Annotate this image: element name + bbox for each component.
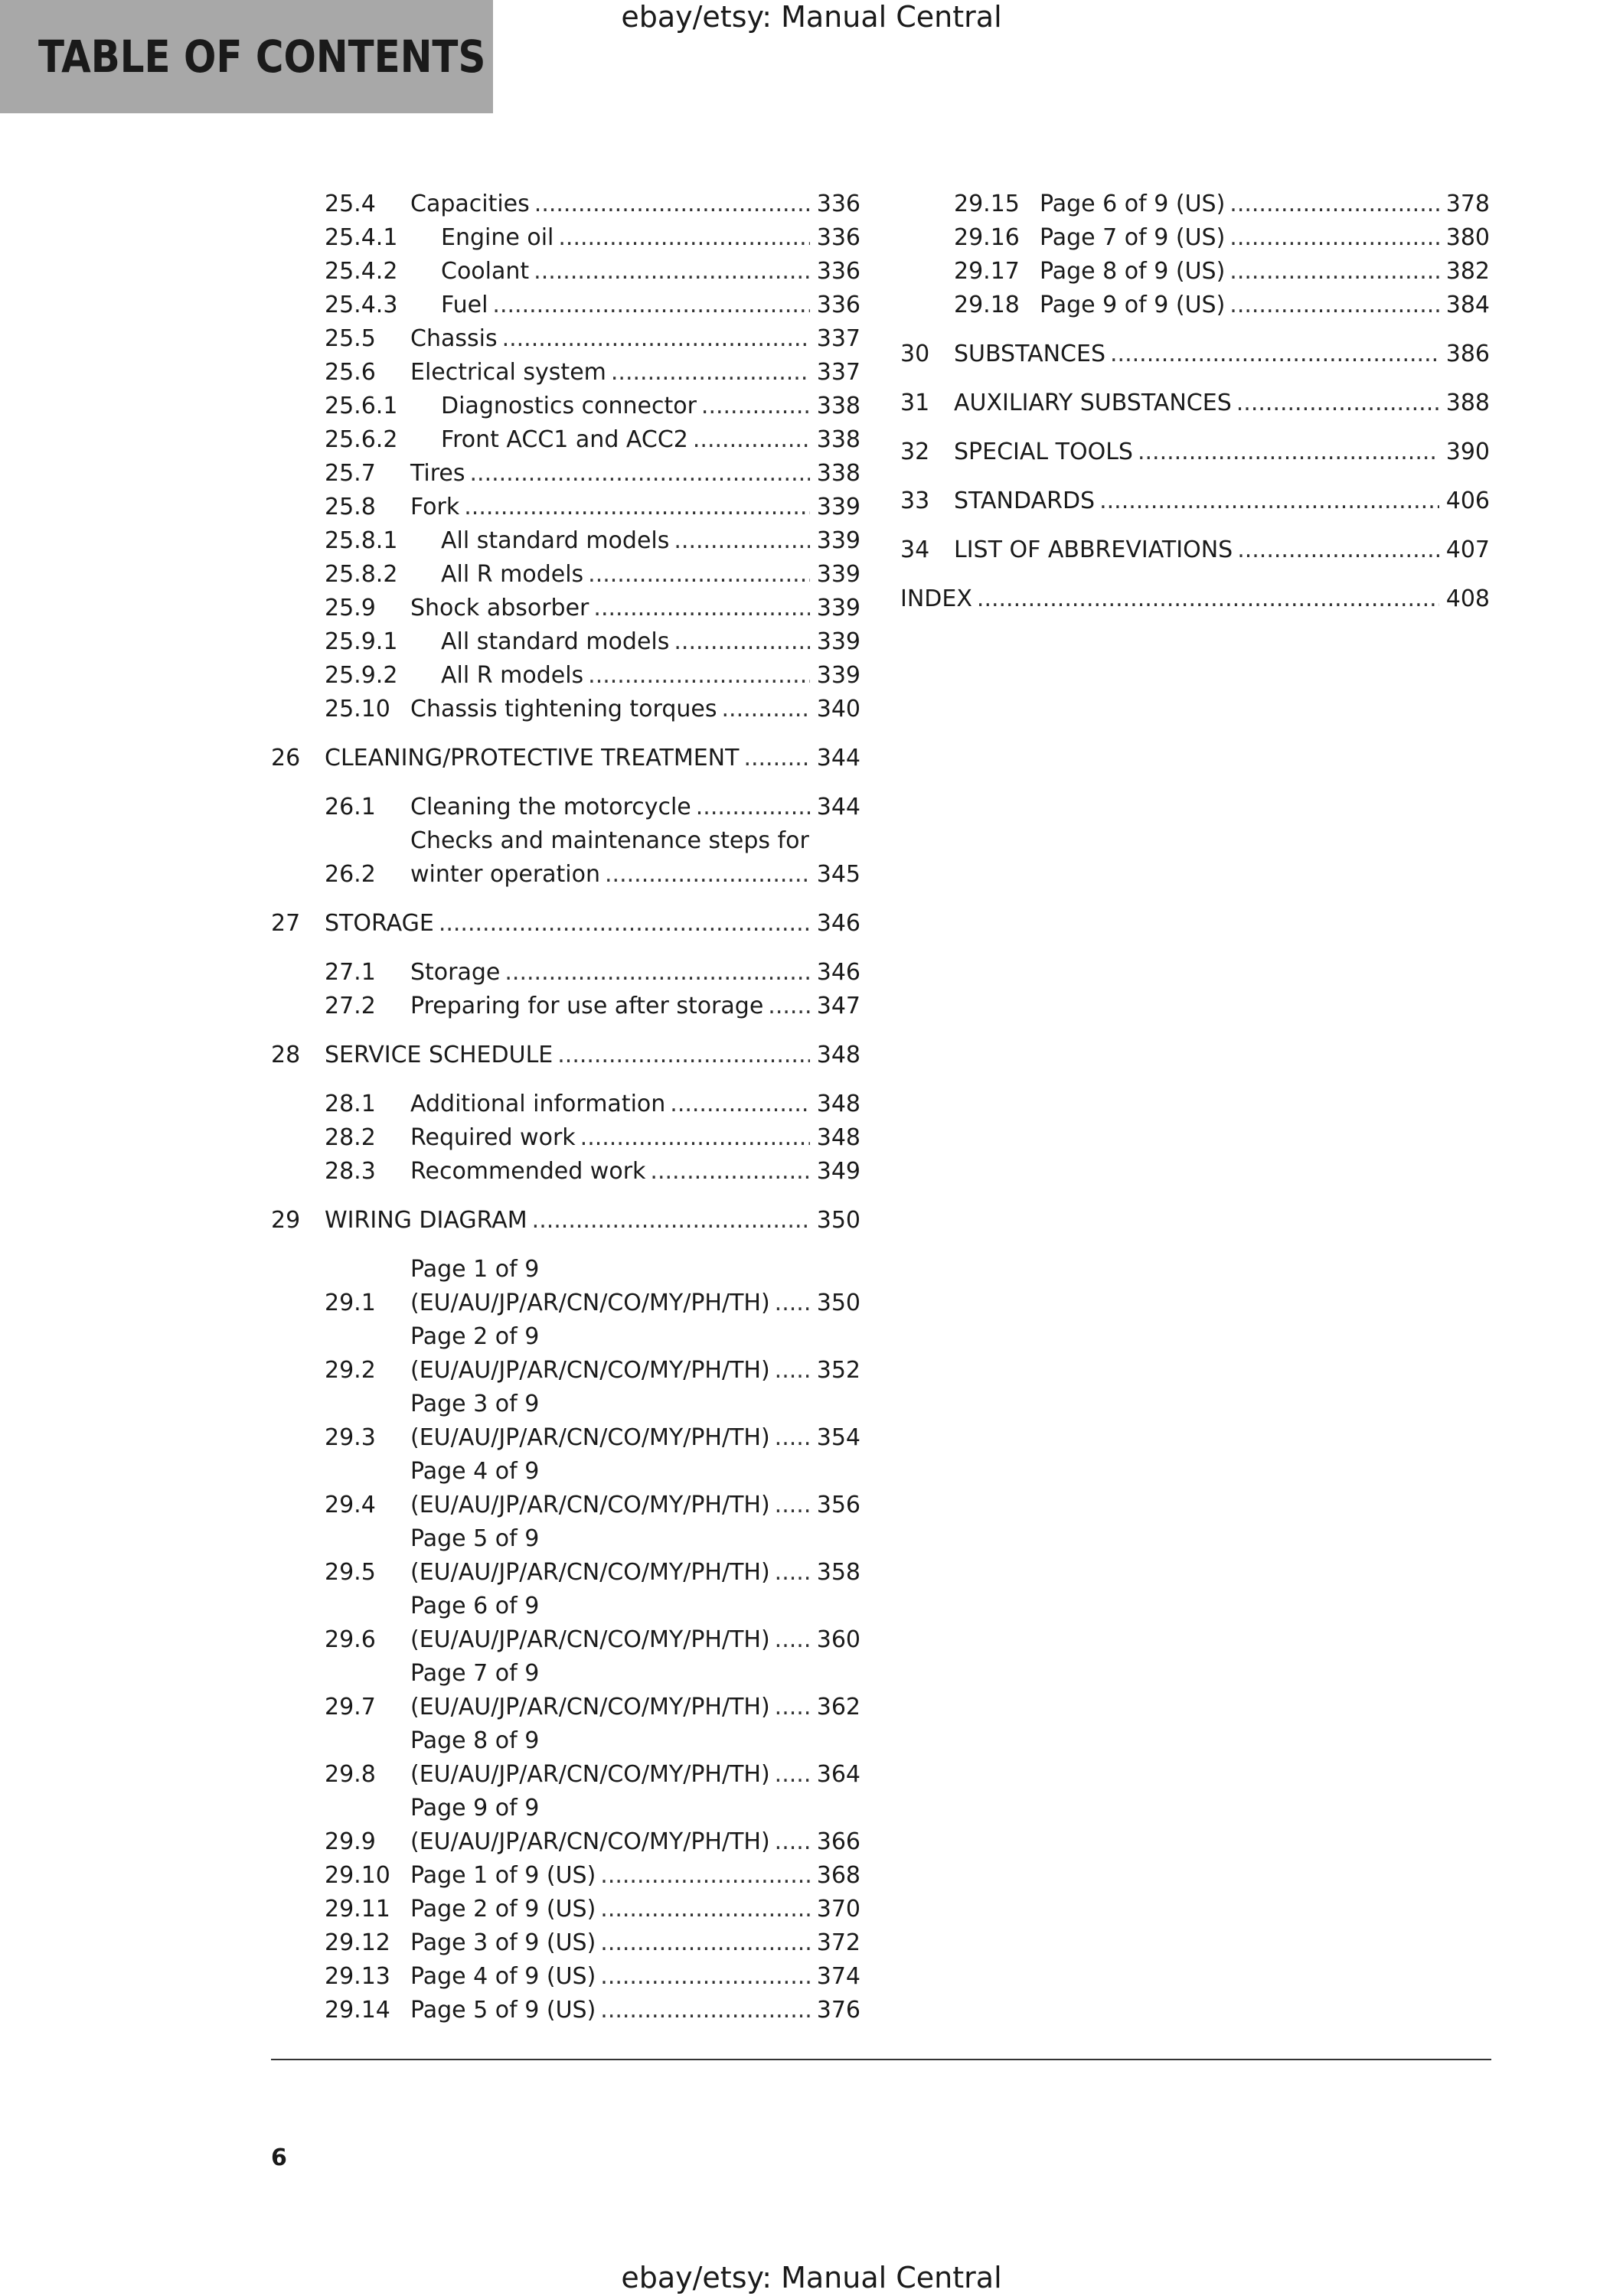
toc-entry-page: 337 bbox=[816, 359, 860, 386]
toc-entry-page: 338 bbox=[816, 460, 860, 487]
toc-entry-number: 31 bbox=[900, 390, 930, 416]
toc-entry-number: 29.2 bbox=[325, 1357, 376, 1384]
toc-entry-title: Tires bbox=[410, 460, 465, 487]
toc-entry-title: Fork bbox=[410, 494, 460, 520]
toc-entry-number: 27.1 bbox=[325, 959, 376, 986]
toc-entry[interactable] bbox=[271, 423, 860, 457]
toc-entry[interactable] bbox=[271, 1522, 860, 1590]
toc-leader-dots bbox=[775, 1691, 810, 1724]
toc-column-left bbox=[271, 188, 860, 2027]
toc-leader-dots bbox=[650, 1155, 810, 1189]
toc-entry[interactable] bbox=[271, 659, 860, 693]
toc-entry-title-first-line: Page 5 of 9 bbox=[410, 1525, 540, 1552]
toc-entry-page: 356 bbox=[816, 1492, 860, 1518]
toc-entry-title: (EU/AU/JP/AR/CN/CO/MY/PH/TH) bbox=[410, 1761, 770, 1788]
toc-entry-page: 339 bbox=[816, 595, 860, 621]
toc-entry[interactable] bbox=[271, 1155, 860, 1189]
toc-entry[interactable] bbox=[271, 221, 860, 255]
toc-leader-dots bbox=[722, 693, 811, 726]
toc-entry-title: SERVICE SCHEDULE bbox=[325, 1042, 554, 1068]
toc-entry-number: 32 bbox=[900, 439, 930, 465]
toc-leader-dots bbox=[464, 491, 810, 524]
toc-entry-number: 29.8 bbox=[325, 1761, 376, 1788]
toc-entry-page: 337 bbox=[816, 325, 860, 352]
toc-entry-page: 390 bbox=[1445, 439, 1490, 465]
toc-leader-dots bbox=[492, 289, 810, 322]
toc-entry-page: 338 bbox=[816, 393, 860, 419]
toc-entry-page: 344 bbox=[816, 794, 860, 820]
toc-entry-number: 30 bbox=[900, 341, 930, 367]
toc-entry-title: Front ACC1 and ACC2 bbox=[441, 426, 688, 453]
toc-entry-page: 407 bbox=[1445, 536, 1490, 563]
toc-entry[interactable] bbox=[900, 386, 1490, 420]
toc-entry-page: 382 bbox=[1445, 258, 1490, 285]
toc-entry[interactable] bbox=[271, 1590, 860, 1657]
toc-entry-title: SUBSTANCES bbox=[954, 341, 1106, 367]
toc-entry-number: 29.14 bbox=[325, 1997, 390, 2024]
toc-leader-dots bbox=[593, 592, 810, 625]
toc-entry-number: 26.2 bbox=[325, 861, 376, 888]
toc-entry-number: 29.6 bbox=[325, 1626, 376, 1653]
toc-entry-number: 25.9.2 bbox=[325, 662, 398, 689]
toc-leader-dots bbox=[558, 221, 810, 255]
toc-entry-title-first-line: Page 1 of 9 bbox=[410, 1256, 540, 1283]
toc-leader-dots bbox=[605, 858, 810, 892]
toc-entry-title: Diagnostics connector bbox=[441, 393, 697, 419]
toc-entry-title: AUXILIARY SUBSTANCES bbox=[954, 390, 1232, 416]
toc-leader-dots bbox=[1138, 435, 1439, 469]
toc-entry-number: 27.2 bbox=[325, 993, 376, 1019]
toc-entry-title: INDEX bbox=[900, 585, 972, 612]
toc-leader-dots bbox=[534, 188, 810, 221]
toc-entry[interactable] bbox=[900, 221, 1490, 255]
toc-leader-dots bbox=[502, 322, 810, 356]
toc-leader-dots bbox=[470, 457, 811, 491]
toc-entry-number: 34 bbox=[900, 536, 930, 563]
toc-entry-page: 339 bbox=[816, 662, 860, 689]
toc-entry[interactable] bbox=[271, 1893, 860, 1926]
toc-entry-number: 29.10 bbox=[325, 1862, 390, 1889]
toc-entry-number: 25.6 bbox=[325, 359, 376, 386]
toc-entry-number: 25.8 bbox=[325, 494, 376, 520]
toc-entry-title: Storage bbox=[410, 959, 501, 986]
toc-column-right bbox=[900, 188, 1490, 616]
toc-entry-title: Shock absorber bbox=[410, 595, 589, 621]
toc-entry[interactable] bbox=[271, 1859, 860, 1893]
toc-leader-dots bbox=[775, 1287, 810, 1320]
toc-entry[interactable] bbox=[271, 1253, 860, 1320]
toc-entry[interactable] bbox=[271, 322, 860, 356]
toc-entry-page: 344 bbox=[816, 745, 860, 771]
toc-entry-page: 336 bbox=[816, 191, 860, 217]
toc-leader-dots bbox=[1237, 533, 1439, 567]
toc-entry-title: WIRING DIAGRAM bbox=[325, 1207, 527, 1234]
footer-divider bbox=[271, 2059, 1491, 2060]
toc-entry[interactable] bbox=[271, 990, 860, 1023]
toc-entry-number: 29.9 bbox=[325, 1828, 376, 1855]
toc-entry-number: 28 bbox=[271, 1042, 301, 1068]
toc-entry-title: All standard models bbox=[441, 527, 670, 554]
watermark-top: ebay/etsy: Manual Central bbox=[621, 0, 1002, 34]
toc-entry-title: CLEANING/PROTECTIVE TREATMENT bbox=[325, 745, 740, 771]
toc-entry-number: 25.10 bbox=[325, 696, 390, 722]
toc-entry-number: 29.12 bbox=[325, 1929, 390, 1956]
toc-entry-title: Chassis bbox=[410, 325, 498, 352]
toc-leader-dots bbox=[670, 1088, 810, 1121]
toc-leader-dots bbox=[588, 558, 810, 592]
toc-entry[interactable] bbox=[900, 338, 1490, 371]
toc-entry[interactable] bbox=[271, 1455, 860, 1522]
toc-entry-title: Page 1 of 9 (US) bbox=[410, 1862, 596, 1889]
toc-leader-dots bbox=[1110, 338, 1439, 371]
toc-entry-title: SPECIAL TOOLS bbox=[954, 439, 1133, 465]
toc-entry-number: 26.1 bbox=[325, 794, 376, 820]
toc-entry-title: Page 7 of 9 (US) bbox=[1040, 224, 1226, 251]
toc-entry-title-first-line: Page 9 of 9 bbox=[410, 1795, 540, 1821]
toc-entry-number: 25.4.1 bbox=[325, 224, 398, 251]
toc-entry-title: Additional information bbox=[410, 1091, 666, 1117]
toc-entry-number: 29.1 bbox=[325, 1290, 376, 1316]
toc-entry-page: 376 bbox=[816, 1997, 860, 2024]
toc-leader-dots bbox=[1229, 289, 1439, 322]
toc-entry-number: 29 bbox=[271, 1207, 301, 1234]
toc-entry-page: 354 bbox=[816, 1424, 860, 1451]
toc-entry-title: (EU/AU/JP/AR/CN/CO/MY/PH/TH) bbox=[410, 1694, 770, 1720]
toc-entry[interactable] bbox=[271, 956, 860, 990]
toc-entry[interactable] bbox=[900, 484, 1490, 518]
toc-entry-title: STORAGE bbox=[325, 910, 434, 937]
toc-entry-page: 384 bbox=[1445, 292, 1490, 318]
toc-entry-page: 352 bbox=[816, 1357, 860, 1384]
toc-leader-dots bbox=[600, 1994, 810, 2027]
toc-entry[interactable] bbox=[271, 1388, 860, 1455]
toc-leader-dots bbox=[600, 1893, 810, 1926]
toc-entry-page: 340 bbox=[816, 696, 860, 722]
toc-entry-number: 25.9.1 bbox=[325, 628, 398, 655]
toc-leader-dots bbox=[775, 1354, 810, 1388]
toc-entry-number: 25.5 bbox=[325, 325, 376, 352]
toc-entry-page: 406 bbox=[1445, 488, 1490, 514]
toc-entry-title: Page 4 of 9 (US) bbox=[410, 1963, 596, 1990]
toc-entry-number: 25.6.1 bbox=[325, 393, 398, 419]
toc-entry-title: STANDARDS bbox=[954, 488, 1096, 514]
toc-entry-number: 25.4.2 bbox=[325, 258, 398, 285]
toc-entry-page: 336 bbox=[816, 292, 860, 318]
toc-entry-number: 29.16 bbox=[954, 224, 1020, 251]
toc-entry-page: 380 bbox=[1445, 224, 1490, 251]
toc-entry-page: 349 bbox=[816, 1158, 860, 1185]
toc-entry-title: Engine oil bbox=[441, 224, 554, 251]
toc-entry[interactable] bbox=[271, 1960, 860, 1994]
toc-entry-number: 29.15 bbox=[954, 191, 1020, 217]
toc-leader-dots bbox=[505, 956, 810, 990]
toc-entry[interactable] bbox=[271, 1724, 860, 1792]
toc-leader-dots bbox=[1229, 221, 1439, 255]
toc-entry[interactable] bbox=[900, 255, 1490, 289]
toc-entry[interactable] bbox=[271, 558, 860, 592]
toc-entry-title: Page 2 of 9 (US) bbox=[410, 1896, 596, 1923]
toc-entry-number: 25.8.2 bbox=[325, 561, 398, 588]
toc-entry-number: 29.11 bbox=[325, 1896, 390, 1923]
toc-entry[interactable] bbox=[271, 1657, 860, 1724]
toc-entry[interactable] bbox=[900, 188, 1490, 221]
toc-entry[interactable] bbox=[271, 1792, 860, 1859]
toc-entry-number: 29.7 bbox=[325, 1694, 376, 1720]
toc-entry[interactable] bbox=[271, 625, 860, 659]
toc-entry[interactable] bbox=[900, 582, 1490, 616]
toc-entry[interactable] bbox=[271, 491, 860, 524]
toc-entry[interactable] bbox=[271, 1926, 860, 1960]
toc-entry-title-first-line: Page 8 of 9 bbox=[410, 1727, 540, 1754]
toc-leader-dots bbox=[775, 1758, 810, 1792]
toc-entry-page: 366 bbox=[816, 1828, 860, 1855]
toc-leader-dots bbox=[977, 582, 1439, 616]
toc-entry-page: 339 bbox=[816, 527, 860, 554]
toc-entry-page: 339 bbox=[816, 561, 860, 588]
toc-entry[interactable] bbox=[271, 1204, 860, 1238]
toc-leader-dots bbox=[674, 625, 810, 659]
toc-entry-title-first-line: Page 6 of 9 bbox=[410, 1593, 540, 1619]
toc-leader-dots bbox=[674, 524, 810, 558]
toc-entry-title-first-line: Page 3 of 9 bbox=[410, 1391, 540, 1417]
toc-leader-dots bbox=[768, 990, 810, 1023]
toc-entry-title: Fuel bbox=[441, 292, 488, 318]
toc-entry[interactable] bbox=[271, 1121, 860, 1155]
toc-entry-number: 29.3 bbox=[325, 1424, 376, 1451]
toc-entry[interactable] bbox=[271, 592, 860, 625]
toc-entry-page: 338 bbox=[816, 426, 860, 453]
toc-entry[interactable] bbox=[271, 188, 860, 221]
toc-leader-dots bbox=[532, 1204, 810, 1238]
toc-entry-page: 368 bbox=[816, 1862, 860, 1889]
toc-entry-title: Page 8 of 9 (US) bbox=[1040, 258, 1226, 285]
toc-entry-number: 28.1 bbox=[325, 1091, 376, 1117]
toc-entry-number: 25.4 bbox=[325, 191, 376, 217]
toc-entry-page: 364 bbox=[816, 1761, 860, 1788]
toc-entry-title: (EU/AU/JP/AR/CN/CO/MY/PH/TH) bbox=[410, 1424, 770, 1451]
toc-entry-title: Page 9 of 9 (US) bbox=[1040, 292, 1226, 318]
toc-entry-number: 28.2 bbox=[325, 1124, 376, 1151]
toc-entry-title: Page 6 of 9 (US) bbox=[1040, 191, 1226, 217]
page-title: TABLE OF CONTENTS bbox=[38, 31, 486, 83]
toc-leader-dots bbox=[775, 1825, 810, 1859]
toc-entry-page: 336 bbox=[816, 224, 860, 251]
toc-entry-title-first-line: Checks and maintenance steps for bbox=[410, 827, 809, 854]
toc-entry[interactable] bbox=[271, 791, 860, 824]
toc-entry-title: (EU/AU/JP/AR/CN/CO/MY/PH/TH) bbox=[410, 1626, 770, 1653]
toc-entry-page: 370 bbox=[816, 1896, 860, 1923]
toc-leader-dots bbox=[701, 390, 810, 423]
toc-entry-number: 25.9 bbox=[325, 595, 376, 621]
toc-entry-page: 339 bbox=[816, 494, 860, 520]
toc-entry[interactable] bbox=[900, 533, 1490, 567]
toc-entry-title: (EU/AU/JP/AR/CN/CO/MY/PH/TH) bbox=[410, 1492, 770, 1518]
toc-entry-page: 346 bbox=[816, 959, 860, 986]
toc-entry-page: 345 bbox=[816, 861, 860, 888]
toc-entry[interactable] bbox=[271, 390, 860, 423]
toc-entry[interactable] bbox=[271, 1994, 860, 2027]
toc-entry-title: Page 5 of 9 (US) bbox=[410, 1997, 596, 2024]
toc-leader-dots bbox=[534, 255, 810, 289]
toc-entry-title: Required work bbox=[410, 1124, 576, 1151]
toc-leader-dots bbox=[1099, 484, 1439, 518]
toc-entry-page: 378 bbox=[1445, 191, 1490, 217]
toc-leader-dots bbox=[775, 1489, 810, 1522]
toc-entry[interactable] bbox=[271, 356, 860, 390]
toc-entry[interactable] bbox=[271, 524, 860, 558]
toc-entry-number: 26 bbox=[271, 745, 301, 771]
toc-entry-number: 29.18 bbox=[954, 292, 1020, 318]
toc-entry-page: 360 bbox=[816, 1626, 860, 1653]
toc-entry-number: 25.7 bbox=[325, 460, 376, 487]
toc-leader-dots bbox=[696, 791, 810, 824]
toc-leader-dots bbox=[611, 356, 810, 390]
toc-leader-dots bbox=[775, 1556, 810, 1590]
toc-entry-title: Coolant bbox=[441, 258, 530, 285]
toc-entry-number: 27 bbox=[271, 910, 301, 937]
toc-entry-title: All R models bbox=[441, 561, 584, 588]
toc-entry[interactable] bbox=[271, 1320, 860, 1388]
toc-entry-title: Capacities bbox=[410, 191, 530, 217]
toc-entry-title: (EU/AU/JP/AR/CN/CO/MY/PH/TH) bbox=[410, 1357, 770, 1384]
toc-entry-title: winter operation bbox=[410, 861, 601, 888]
toc-entry-page: 408 bbox=[1445, 585, 1490, 612]
toc-entry[interactable] bbox=[271, 255, 860, 289]
toc-leader-dots bbox=[557, 1039, 810, 1072]
toc-entry-page: 386 bbox=[1445, 341, 1490, 367]
toc-entry-page: 347 bbox=[816, 993, 860, 1019]
toc-leader-dots bbox=[580, 1121, 810, 1155]
toc-entry[interactable] bbox=[271, 289, 860, 322]
toc-entry-page: 358 bbox=[816, 1559, 860, 1586]
toc-leader-dots bbox=[775, 1421, 810, 1455]
toc-entry-page: 372 bbox=[816, 1929, 860, 1956]
toc-entry-number: 29.5 bbox=[325, 1559, 376, 1586]
toc-entry-page: 336 bbox=[816, 258, 860, 285]
toc-entry-title: (EU/AU/JP/AR/CN/CO/MY/PH/TH) bbox=[410, 1559, 770, 1586]
toc-leader-dots bbox=[439, 907, 810, 941]
toc-leader-dots bbox=[693, 423, 810, 457]
toc-entry-title: Recommended work bbox=[410, 1158, 646, 1185]
toc-leader-dots bbox=[588, 659, 810, 693]
toc-entry-title: LIST OF ABBREVIATIONS bbox=[954, 536, 1233, 563]
toc-entry-title-first-line: Page 2 of 9 bbox=[410, 1323, 540, 1350]
toc-leader-dots bbox=[1236, 386, 1439, 420]
toc-entry-number: 29.13 bbox=[325, 1963, 390, 1990]
toc-entry-page: 348 bbox=[816, 1042, 860, 1068]
toc-entry-title: Chassis tightening torques bbox=[410, 696, 717, 722]
toc-entry-title: Cleaning the motorcycle bbox=[410, 794, 691, 820]
toc-entry-number: 33 bbox=[900, 488, 930, 514]
toc-entry-number: 29.4 bbox=[325, 1492, 376, 1518]
toc-entry-title: All standard models bbox=[441, 628, 670, 655]
toc-entry-number: 29.17 bbox=[954, 258, 1020, 285]
toc-entry-title-first-line: Page 4 of 9 bbox=[410, 1458, 540, 1485]
toc-leader-dots bbox=[600, 1926, 810, 1960]
toc-entry-page: 348 bbox=[816, 1091, 860, 1117]
toc-entry-page: 350 bbox=[816, 1207, 860, 1234]
toc-entry-page: 388 bbox=[1445, 390, 1490, 416]
toc-entry[interactable] bbox=[271, 457, 860, 491]
toc-entry[interactable] bbox=[271, 693, 860, 726]
toc-entry-page: 339 bbox=[816, 628, 860, 655]
toc-leader-dots bbox=[1229, 255, 1439, 289]
toc-entry[interactable] bbox=[271, 742, 860, 775]
toc-entry-page: 346 bbox=[816, 910, 860, 937]
toc-entry[interactable] bbox=[271, 1039, 860, 1072]
toc-entry-number: 25.4.3 bbox=[325, 292, 398, 318]
toc-entry-title: (EU/AU/JP/AR/CN/CO/MY/PH/TH) bbox=[410, 1828, 770, 1855]
toc-entry-number: 25.6.2 bbox=[325, 426, 398, 453]
toc-entry[interactable] bbox=[900, 435, 1490, 469]
toc-entry-number: 25.8.1 bbox=[325, 527, 398, 554]
toc-entry[interactable] bbox=[271, 1088, 860, 1121]
toc-leader-dots bbox=[600, 1859, 810, 1893]
toc-entry-title: Preparing for use after storage bbox=[410, 993, 764, 1019]
toc-entry-page: 350 bbox=[816, 1290, 860, 1316]
toc-entry-page: 374 bbox=[816, 1963, 860, 1990]
toc-entry-number: 28.3 bbox=[325, 1158, 376, 1185]
toc-leader-dots bbox=[743, 742, 810, 775]
toc-entry-title: (EU/AU/JP/AR/CN/CO/MY/PH/TH) bbox=[410, 1290, 770, 1316]
toc-leader-dots bbox=[1229, 188, 1439, 221]
toc-entry-title: Electrical system bbox=[410, 359, 606, 386]
toc-leader-dots bbox=[600, 1960, 810, 1994]
toc-entry-title: All R models bbox=[441, 662, 584, 689]
toc-entry[interactable] bbox=[900, 289, 1490, 322]
toc-entry[interactable] bbox=[271, 907, 860, 941]
page-number: 6 bbox=[271, 2144, 287, 2171]
toc-entry-title: Page 3 of 9 (US) bbox=[410, 1929, 596, 1956]
toc-entry-page: 362 bbox=[816, 1694, 860, 1720]
toc-leader-dots bbox=[775, 1623, 810, 1657]
toc-entry[interactable] bbox=[271, 824, 860, 892]
toc-entry-title-first-line: Page 7 of 9 bbox=[410, 1660, 540, 1687]
toc-entry-page: 348 bbox=[816, 1124, 860, 1151]
watermark-bottom: ebay/etsy: Manual Central bbox=[621, 2261, 1002, 2294]
